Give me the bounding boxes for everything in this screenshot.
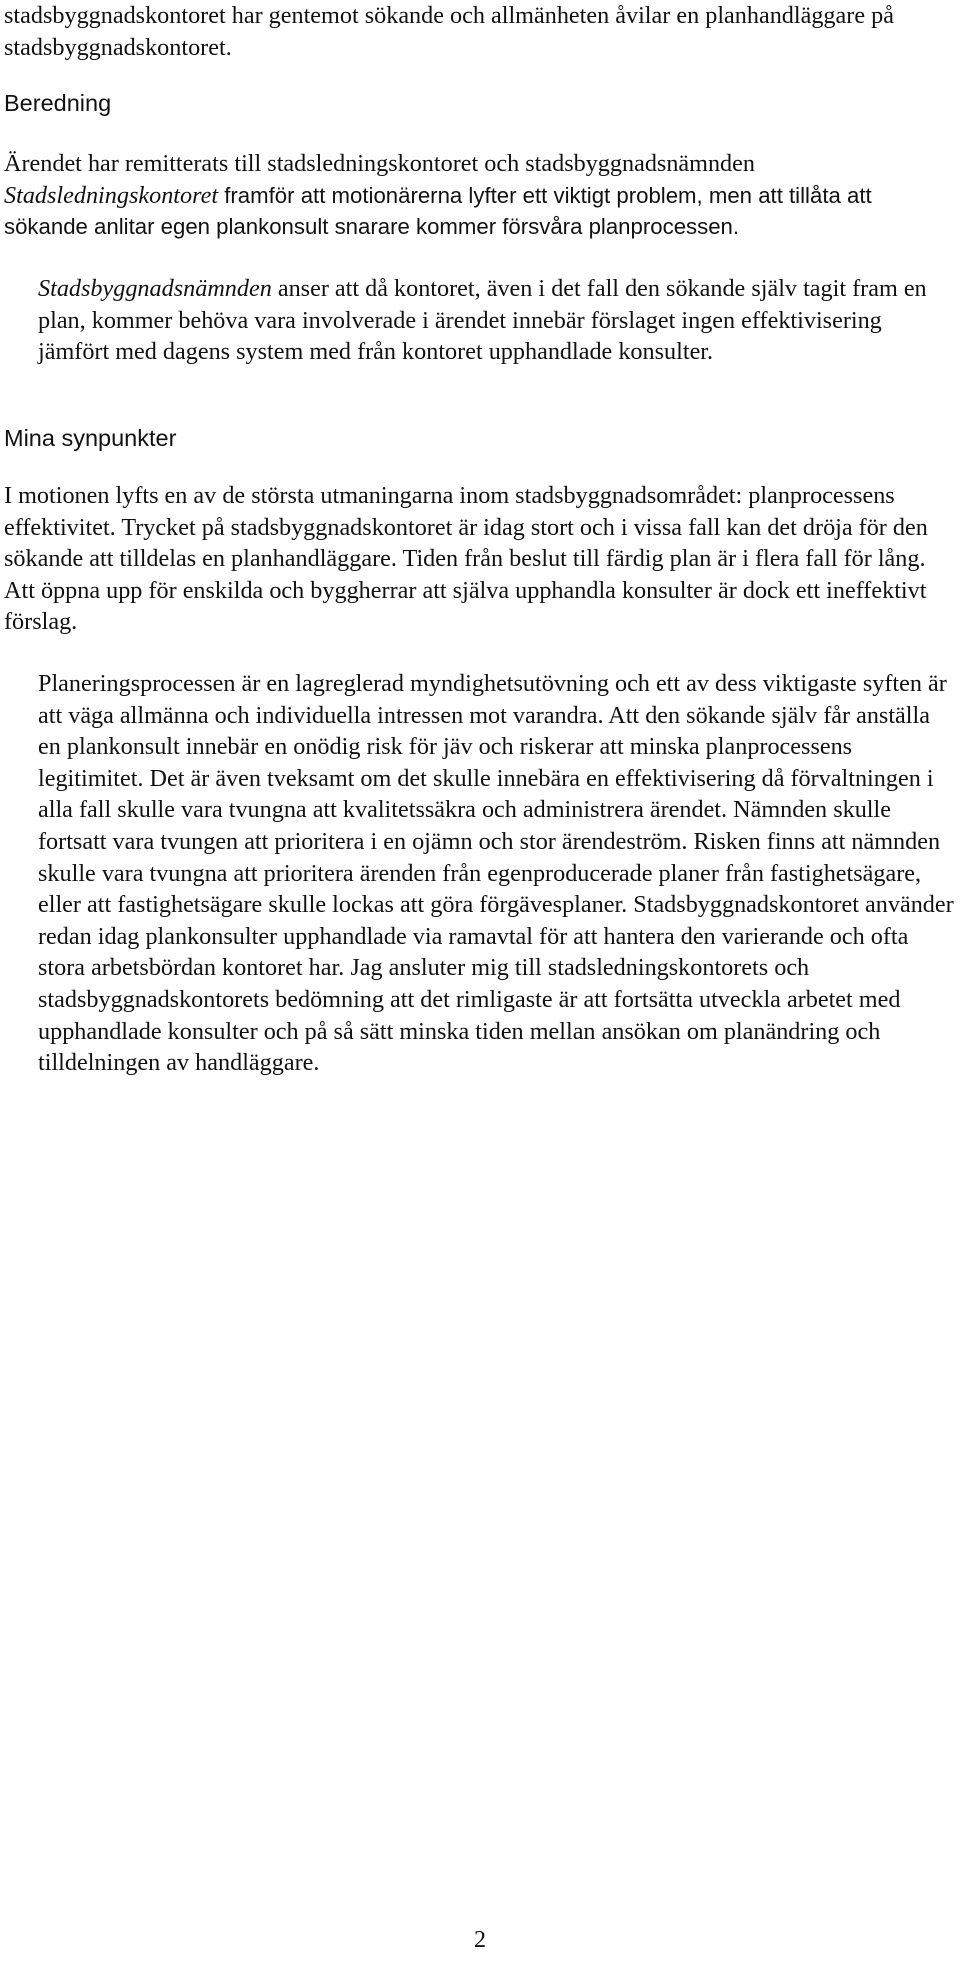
page-number: 2 [474,1927,486,1953]
beredning-p1-italic: Stadsledningskontoret [4,181,219,209]
section-heading-beredning: Beredning [4,90,112,116]
beredning-paragraph-1 [4,148,954,243]
beredning-p2-italic: Stadsbyggnadsnämnden [38,275,272,302]
beredning-p1-rest: framför att motionärerna lyfter ett viktigt problem, men att tillåta att sökande anlitar egen plankonsult snarare kommer försvåra planprocessen. [4,182,872,240]
beredning-p2-rest: anser att då kontoret, även i det fall den sökande själv tagit fram en plan, kommer behöva vara involverade i ärendet innebär förslaget ingen effektivisering jämfört med dagens system med från kontoret upphandlade konsulter. [38,275,927,366]
beredning-paragraph-2 [4,273,954,368]
synpunkter-paragraph-2: Planeringsprocessen är en lagreglerad myndighetsutövning och ett av dess viktigaste syften är att väga allmänna och individuella intressen mot varandra. Att den sökande själv får anställa en plankonsult innebär en onödig risk för jäv och riskerar att minska planprocessens legitimitet. Det är även tveksamt om det skulle innebära en effektivisering då förvaltningen i alla fall skulle vara tvungna att kvalitetssäkra och administrera ärendet. Nämnden skulle fortsatt vara tvungen att prioritera i en ojämn och stor ärendeström. Risken finns att nämnden skulle vara tvungna att prioritera ärenden från egenproducerade planer från fastighetsägare, eller att fastighetsägare skulle lockas att göra förgävesplaner. Stadsbyggnadskontoret använder redan idag plankonsulter upphandlade via ramavtal för att hantera den varierande och ofta stora arbetsbördan kontoret har. Jag ansluter mig till stadsledningskontorets och stadsbyggnadskontorets bedömning att det rimligaste är att fortsätta utveckla arbetet med upphandlade konsulter och på så sätt minska tiden mellan ansökan om planändring och tilldelningen av handläggare. [38,670,954,1077]
beredning-p1-start: Ärendet har remitterats till stadsledningskontoret och stadsbyggnadsnämnden [4,150,755,177]
intro-paragraph: stadsbyggnadskontoret har gentemot sökande och allmänheten åvilar en planhandläggare på stadsbyggnadskontoret. [4,2,894,61]
synpunkter-paragraph-1: I motionen lyfts en av de största utmaningarna inom stadsbyggnadsområdet: planprocessens effektivitet. Trycket på stadsbyggnadskontoret är idag stort och i vissa fall kan det dröja för den sökande att tilldelas en planhandläggare. Tiden från beslut till färdig plan är i flera fall för lång. Att öppna upp för enskilda och byggherrar att själva upphandla konsulter är dock ett ineffektivt förslag. [4,482,928,636]
section-heading-synpunkter: Mina synpunkter [4,425,177,451]
